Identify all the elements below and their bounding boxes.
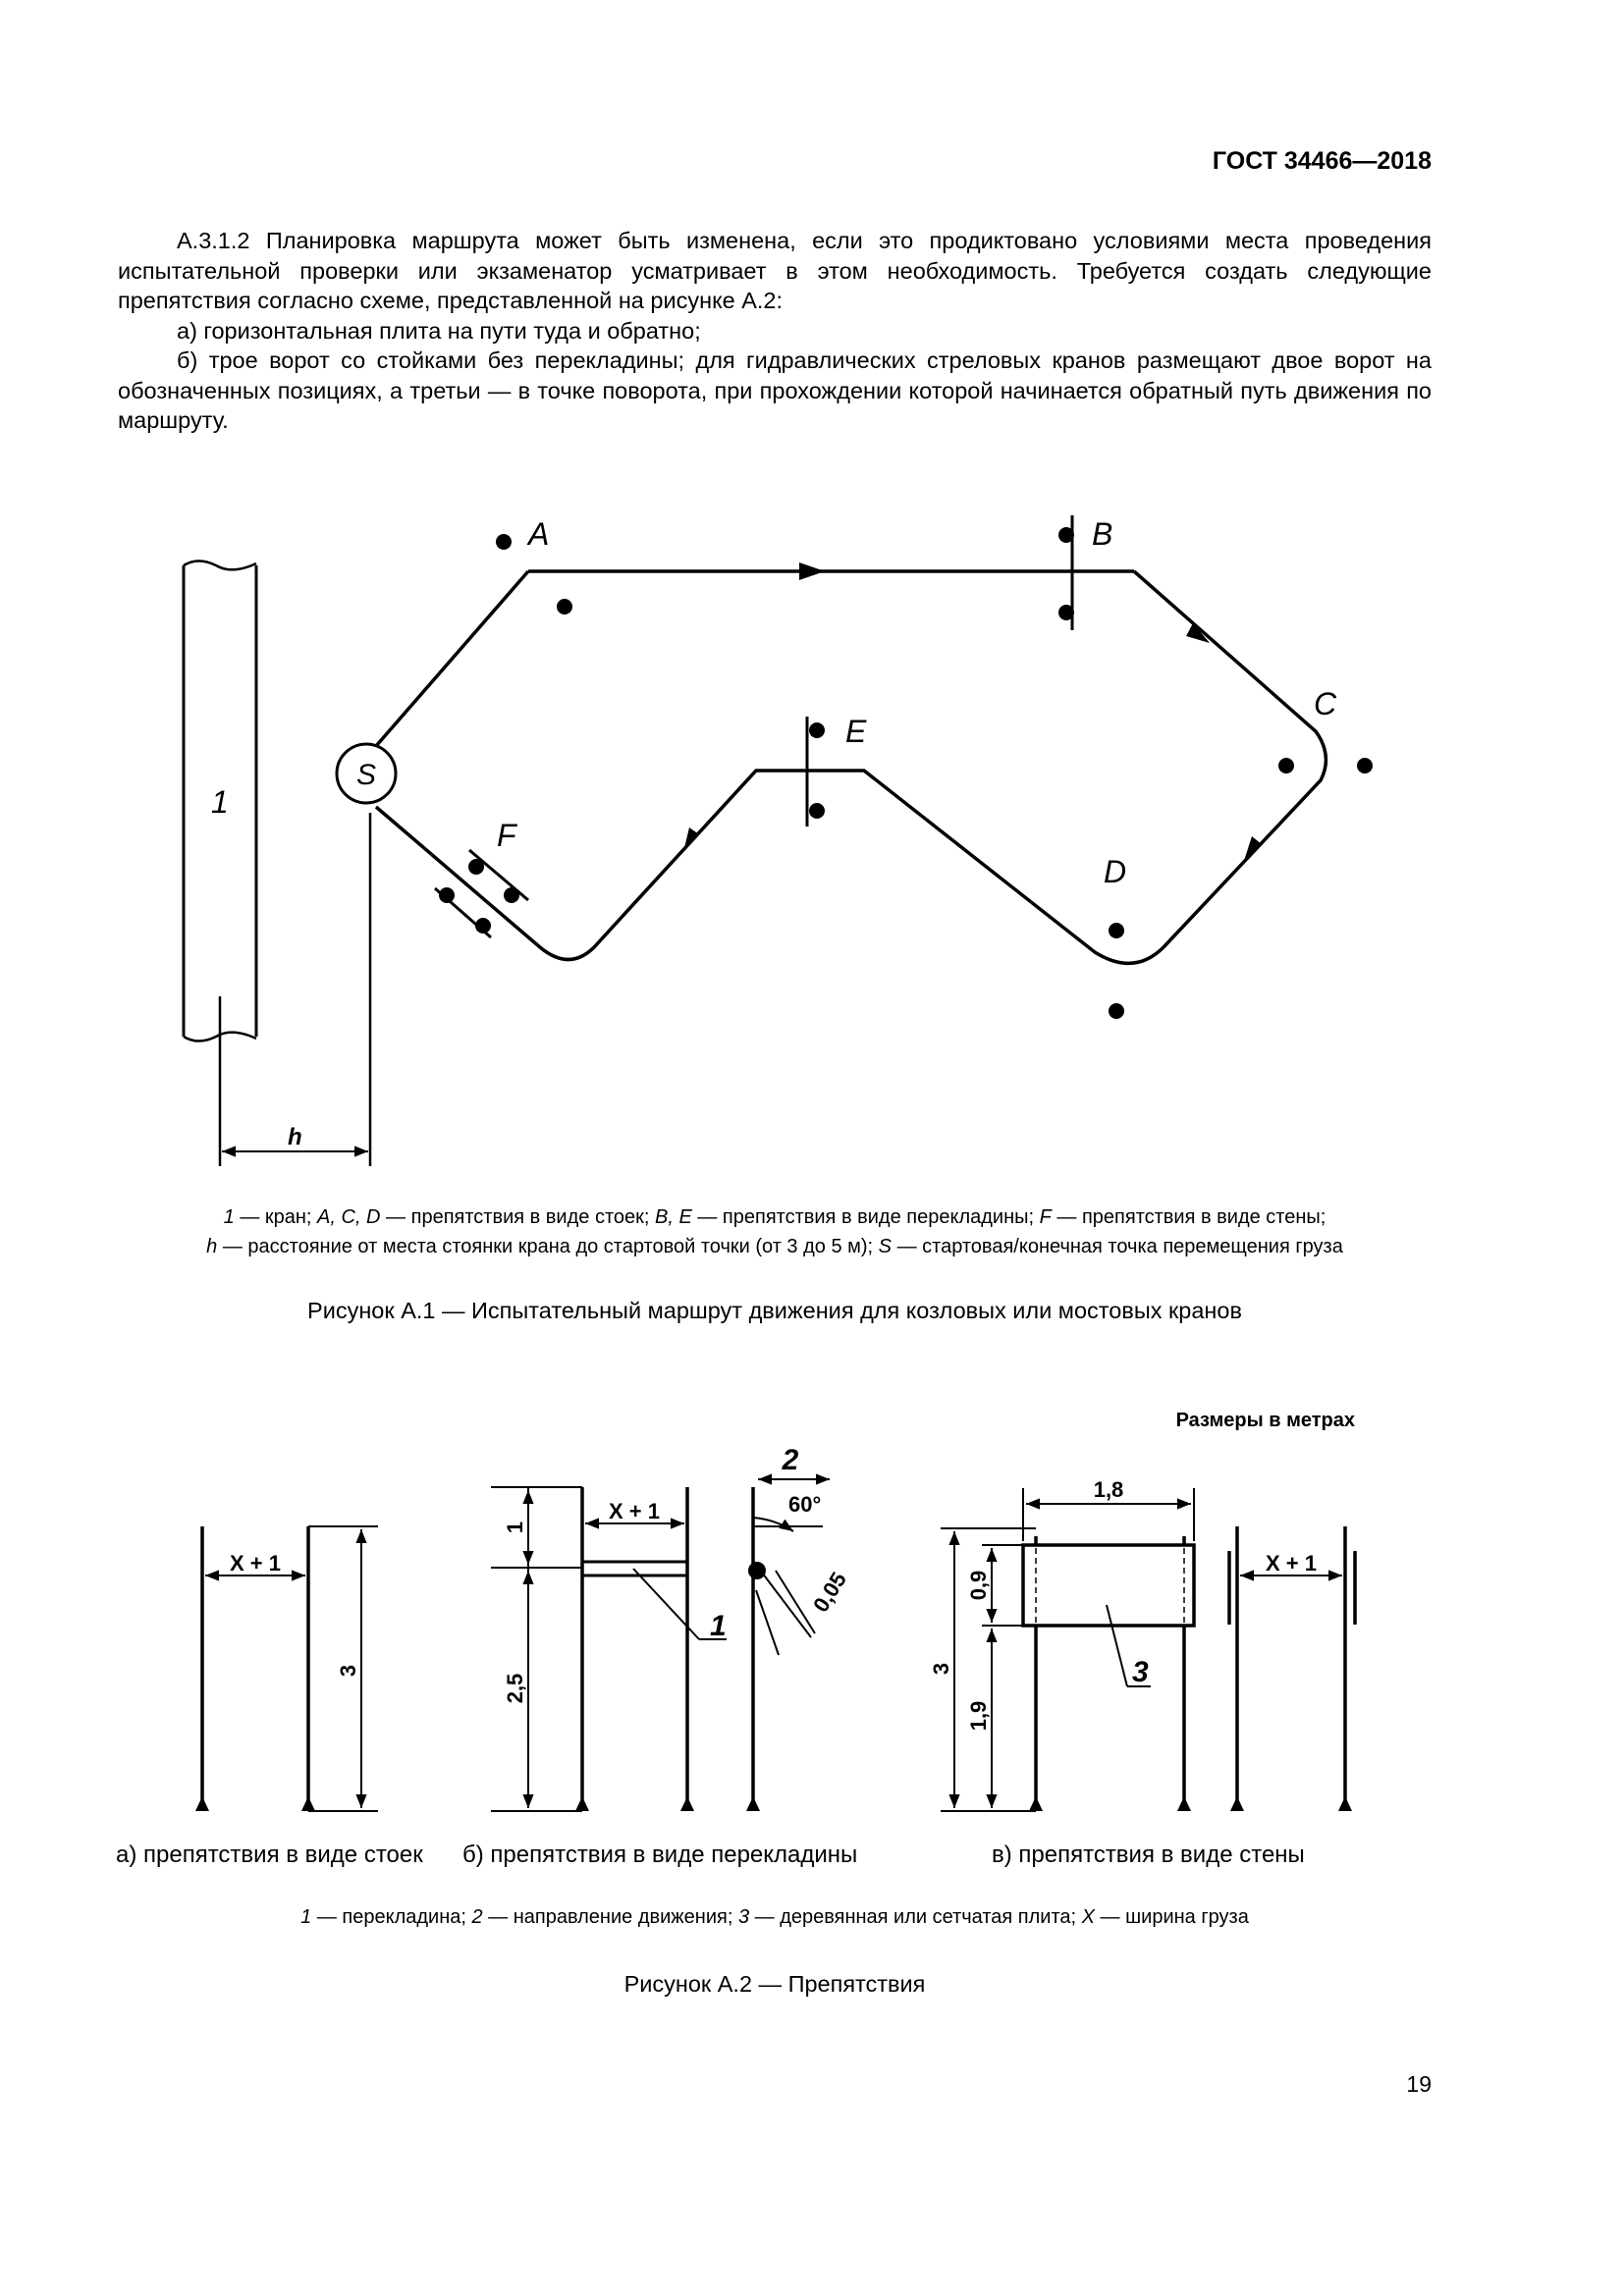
label-angle: 60° bbox=[788, 1492, 822, 1517]
figure-a1-legend bbox=[118, 1202, 1432, 1261]
post-e-1 bbox=[809, 722, 825, 738]
paragraph-a312: А.3.1.2 Планировка маршрута может быть изменена, если это продиктовано условиями места проведения испытательной проверки или экзаменатор усматривает в этом необходимость. Требуется создать следующие препятствия согласно схеме, представленной на рисунке А.2: bbox=[118, 228, 1432, 313]
page-number: 19 bbox=[1406, 2071, 1432, 2097]
post-d-2 bbox=[1109, 1003, 1124, 1019]
label-direction: 2 bbox=[782, 1444, 799, 1476]
post-a-2 bbox=[557, 599, 572, 614]
figure-a2-crossbar bbox=[491, 1479, 830, 1811]
dimensions-note: Размеры в метрах bbox=[1175, 1410, 1355, 1431]
label-c-plate: 0,9 bbox=[966, 1570, 991, 1601]
label-b-gap: X + 1 bbox=[609, 1499, 660, 1523]
label-f: F bbox=[497, 818, 516, 853]
legend-line-2: h — расстояние от места стоянки крана до стартовой точки (от 3 до 5 м); S — стартовая/конечная точка перемещения груза bbox=[206, 1236, 1343, 1257]
post-c-2 bbox=[1357, 758, 1373, 774]
post-f-1 bbox=[468, 859, 484, 875]
figure-a1 bbox=[184, 515, 1373, 1166]
figure-a2-wall bbox=[941, 1488, 1355, 1811]
label-b-bottom: 2,5 bbox=[503, 1673, 527, 1704]
post-f-4 bbox=[475, 918, 491, 934]
subcaption-c: в) препятствия в виде стены bbox=[992, 1842, 1305, 1868]
post-d-1 bbox=[1109, 923, 1124, 938]
post-b-1 bbox=[1058, 527, 1074, 543]
label-c-callout: 3 bbox=[1132, 1656, 1149, 1688]
post-f-2 bbox=[504, 887, 519, 903]
label-d: D bbox=[1104, 854, 1127, 889]
label-a-height: 3 bbox=[336, 1664, 360, 1678]
list-item-a: а) горизонтальная плита на пути туда и обратно; bbox=[177, 317, 701, 344]
route-path bbox=[376, 571, 1326, 963]
subcaption-a: а) препятствия в виде стоек bbox=[116, 1842, 423, 1868]
label-b: B bbox=[1092, 516, 1113, 552]
label-c-total: 3 bbox=[929, 1662, 953, 1676]
post-c-1 bbox=[1278, 758, 1294, 774]
legend-line-1: 1 — кран; A, C, D — препятствия в виде стоек; B, E — препятствия в виде перекладины; F — препятствия в виде стены; bbox=[223, 1206, 1326, 1228]
label-a: A bbox=[528, 516, 550, 552]
post-e-2 bbox=[809, 803, 825, 819]
post-f-3 bbox=[439, 887, 455, 903]
document-id: ГОСТ 34466—2018 bbox=[1212, 147, 1432, 175]
figure-a1-title: Рисунок А.1 — Испытательный маршрут движения для козловых или мостовых кранов bbox=[307, 1298, 1242, 1323]
label-a-gap: X + 1 bbox=[230, 1551, 281, 1575]
label-c-lower: 1,9 bbox=[966, 1700, 991, 1732]
list-item-b: б) трое ворот со стойками без перекладины; для гидравлических стреловых кранов размещают двое ворот на обозначенных позициях, а третьи — в точке поворота, при прохождении которой начинается обратный путь движения по маршруту. bbox=[118, 347, 1432, 433]
post-b-2 bbox=[1058, 605, 1074, 620]
dimension-h bbox=[220, 813, 370, 1166]
label-thickness: 0,05 bbox=[808, 1568, 851, 1617]
arrow-left-down bbox=[683, 828, 699, 852]
label-b-top: 1 bbox=[503, 1521, 527, 1534]
arrow-right bbox=[799, 562, 825, 580]
arrow-down-left bbox=[1243, 836, 1262, 864]
post-a-1 bbox=[496, 534, 512, 550]
label-c: C bbox=[1314, 686, 1337, 721]
label-c-width: 1,8 bbox=[1093, 1477, 1124, 1502]
label-c-gap: X + 1 bbox=[1266, 1551, 1317, 1575]
label-b-callout: 1 bbox=[710, 1610, 727, 1642]
label-h: h bbox=[288, 1124, 302, 1150]
label-crane: 1 bbox=[211, 784, 229, 820]
figure-a2-legend: 1 — перекладина; 2 — направление движения; 3 — деревянная или сетчатая плита; X — ширина груза bbox=[300, 1906, 1249, 1928]
label-e: E bbox=[845, 714, 867, 749]
figure-a2-title: Рисунок А.2 — Препятствия bbox=[623, 1971, 926, 1997]
subcaption-b: б) препятствия в виде перекладины bbox=[462, 1842, 858, 1868]
post-dots bbox=[439, 527, 1373, 1019]
label-start: S bbox=[355, 759, 377, 791]
